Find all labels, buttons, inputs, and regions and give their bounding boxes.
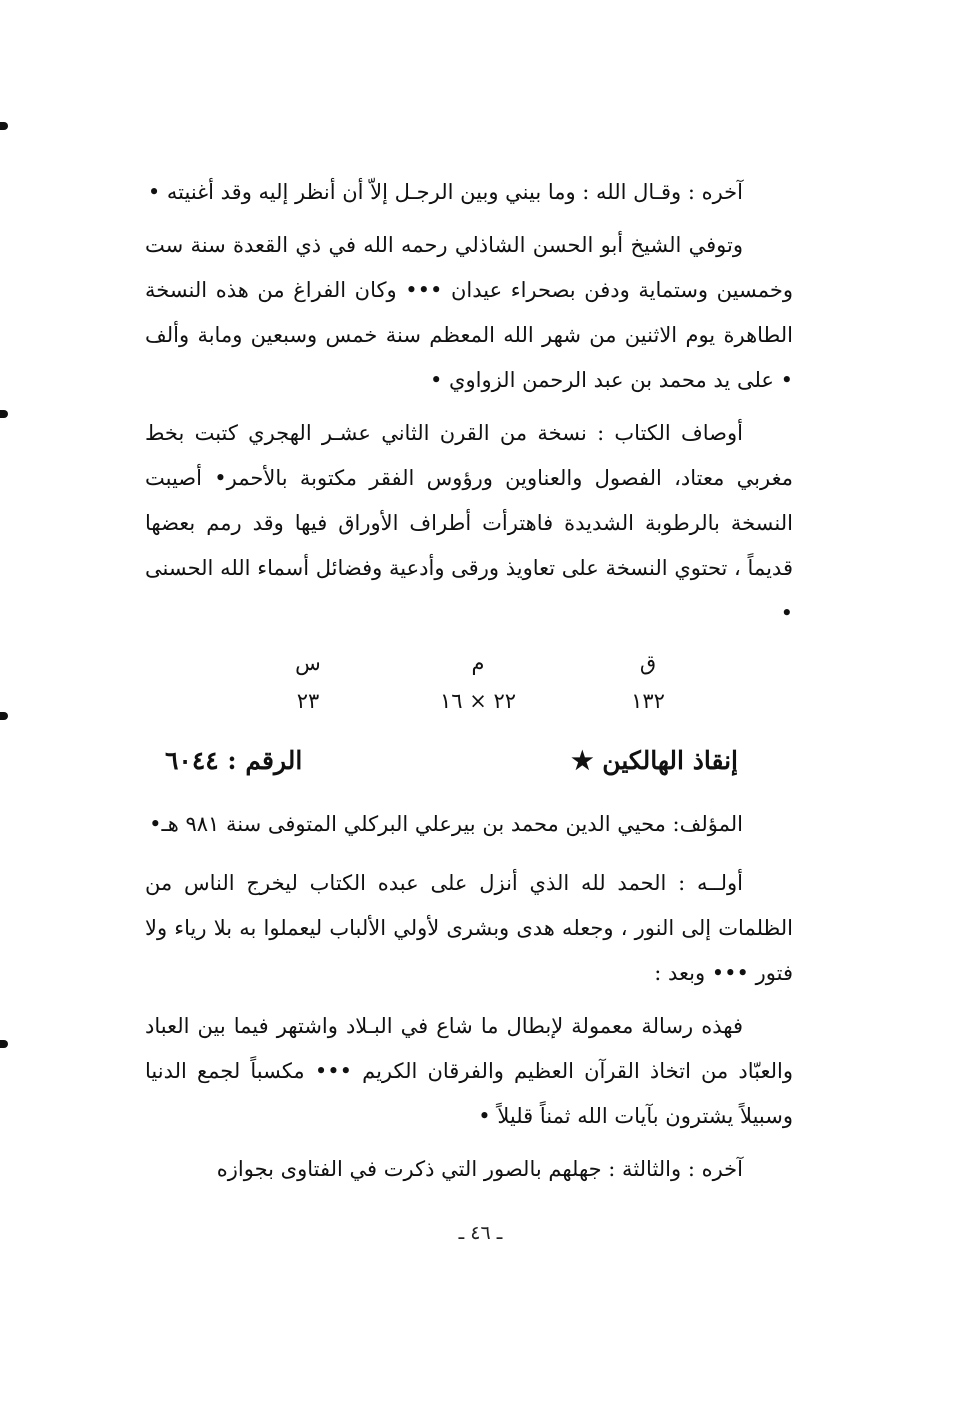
paragraph-book-opening: أولــه : الحمد لله الذي أنزل على عبده الكتاب ليخرج الناس من الظلمات إلى النور ، وجعله هدى وبشرى لأولي الألباب ليعملوا به بلا رياء ولا فتور ••• وبعد :: [145, 871, 793, 985]
measurement-label: ق: [639, 651, 657, 675]
paragraph-book-content: فهذه رسالة معمولة لإبطال ما شاع في البـلاد واشتهر فيما بين العباد والعبّاد من اتخاذ القرآن العظيم والفرقان الكريم ••• مكسباً لجمع الدنيا وسبيلاً يشترون بآيات الله ثمناً قليلاً •: [145, 1014, 793, 1128]
measurement-value: ٢٣: [296, 689, 320, 713]
paragraph-book-ending: آخره : وقـال الله : وما بيني وبين الرجـل إلاّ أن أنظر إليه وقد أغنيته •: [147, 180, 743, 204]
scan-edge-mark: [0, 1040, 8, 1048]
measurement-value: ١٣٢: [631, 689, 665, 713]
measurement-label: م: [471, 651, 485, 675]
scan-edge-mark: [0, 712, 8, 720]
measurement-label: س: [295, 651, 321, 675]
measurement-value: ٢٢ × ١٦: [439, 689, 517, 713]
measurement-size: [398, 644, 558, 720]
measurements-table: [228, 644, 728, 720]
paragraph-book-description: أوصاف الكتاب : نسخة من القرن الثاني عشـر الهجري كتبت بخط مغربي معتاد، الفصول والعناوين ورؤوس الفقر مكتوبة بالأحمر• أصيبت النسخة بالرطوبة الشديدة فاهترأت أطراف الأوراق فيها وقد رمم بعضها قديماً ، تحتوي النسخة على تعاويذ ورقى وأدعية وفضائل أسماء الله الحسنى •: [145, 421, 793, 625]
entry-heading: [145, 738, 793, 784]
page-number: ـ ٤٦ ـ: [458, 1222, 503, 1244]
entry-number: الرقم : ٦٠٤٤: [165, 746, 303, 775]
paragraph-book-ending: آخره : والثالثة : جهلهم بالصور التي ذكرت في الفتاوى بجوازه: [216, 1157, 743, 1181]
page-body: [145, 170, 793, 1200]
scan-edge-mark: [0, 410, 8, 418]
measurement-lines: [228, 644, 388, 720]
entry-title: إنقاذ الهالكين ★: [571, 746, 738, 775]
paragraph-colophon: وتوفي الشيخ أبو الحسن الشاذلي رحمه الله في ذي القعدة سنة ست وخمسين وستماية ودفن بصحراء عيدان ••• وكان الفراغ من هذه النسخة الطاهرة يوم الاثنين من شهر الله المعظم سنة خمس وسبعين ومابة وألف • على يد محمد بن عبد الرحمن الزواوي •: [145, 233, 793, 392]
scan-edge-mark: [0, 122, 8, 130]
paragraph-author: المؤلف: محيي الدين محمد بن بيرعلي البركلي المتوفى سنة ٩٨١ هـ•: [149, 812, 743, 836]
measurement-leaves: [568, 644, 728, 720]
